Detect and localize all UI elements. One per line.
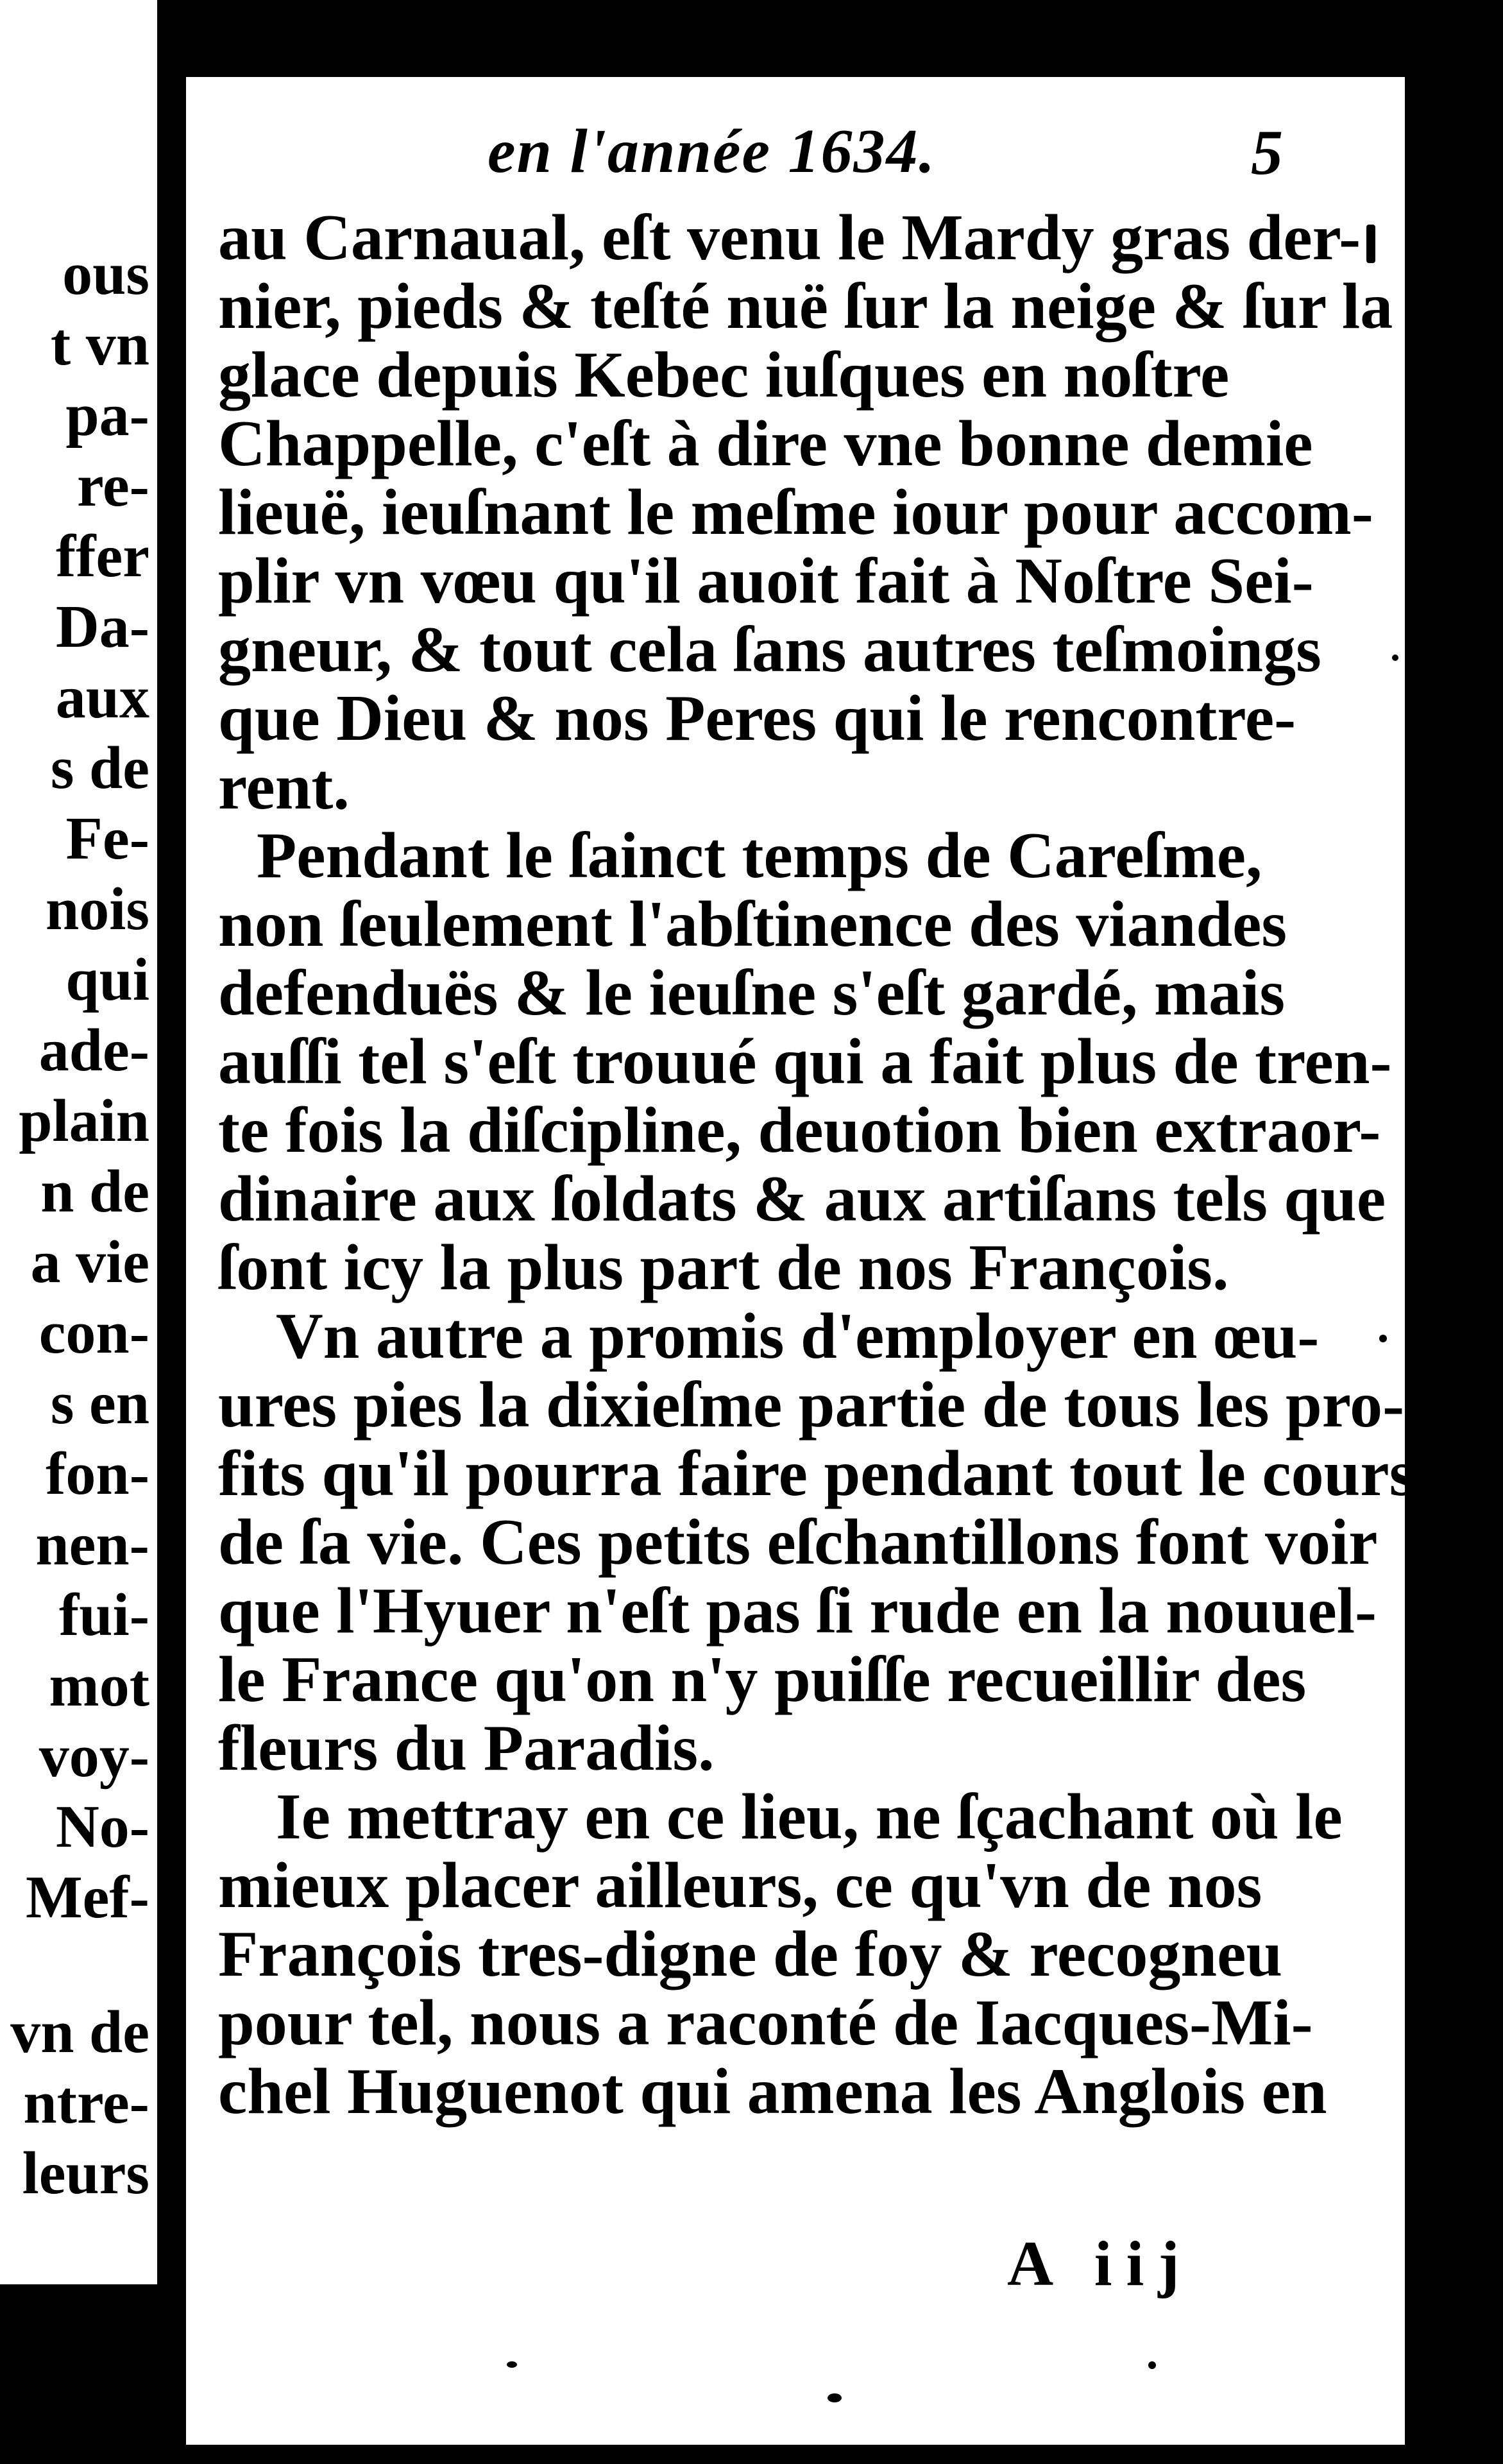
previous-page-fragment: qui [65,946,149,1013]
previous-page-fragment: con- [38,1299,149,1366]
text-line: Chappelle, c'eſt à dire vne bonne demie [218,407,1313,480]
current-page [186,77,1415,2445]
previous-page-fragment: leurs [22,2140,149,2207]
text-line: fits qu'il pourra faire pendant tout le cours [218,1437,1415,1510]
text-line: que Dieu & nos Peres qui le rencontre- [218,682,1296,755]
previous-page-fragment: vn de [10,1999,149,2066]
text-line: auſſi tel s'eſt trouué qui a fait plus de tren- [218,1025,1392,1098]
previous-page-fragment: Da- [55,594,149,660]
ink-speck [1366,225,1375,263]
previous-page-fragment: ntre- [23,2069,149,2136]
previous-page-fragment: plain [19,1088,149,1154]
previous-page-fragment: nois [46,876,149,943]
previous-page-fragment: a vie [30,1229,149,1296]
text-line: chel Huguenot qui amena les Anglois en [218,2055,1327,2128]
ink-speck [828,2393,842,2402]
text-line: rent. [218,751,350,823]
text-line: dinaire aux ſoldats & aux artiſans tels que [218,1163,1386,1235]
text-line: Ie mettray en ce lieu, ne ſçachant où le [276,1781,1343,1853]
previous-page-strip [0,0,157,2284]
previous-page-fragment: Mef- [25,1864,149,1931]
page-number: 5 [1251,117,1283,188]
text-line: ures pies la dixieſme partie de tous les pro- [218,1369,1405,1441]
text-line: au Carnaual, eſt venu le Mardy gras der- [218,201,1361,274]
text-line: lieuë, ieuſnant le meſme iour pour accom- [218,476,1373,549]
previous-page-fragment: re- [76,452,149,519]
text-line: glace depuis Kebec iuſques en noſtre [218,339,1230,411]
previous-page-fragment: s en [50,1370,149,1437]
text-line: fleurs du Paradis. [218,1712,715,1784]
previous-page-fragment: ade- [38,1017,149,1084]
signature-mark: A iij [1007,2228,1194,2299]
text-line: nier, pieds & teſté nuë ſur la neige & ſur la [218,270,1393,343]
previous-page-fragment: No- [55,1793,149,1860]
text-line: plir vn vœu qu'il auoit fait à Noſtre Sei- [218,545,1314,617]
text-line: defenduës & le ieuſne s'eſt gardé, mais [218,957,1286,1029]
text-line: le France qu'on n'y puiſſe recueillir des [218,1643,1307,1716]
text-line: Pendant le ſainct temps de Careſme, [257,819,1262,892]
text-line: ſont icy la plus part de nos François. [218,1231,1229,1304]
previous-page-fragment: fon- [46,1441,149,1507]
previous-page-fragment: ous [62,241,149,307]
previous-page-fragment: aux [55,664,149,731]
running-head: en l'année 1634. [488,117,936,186]
ink-speck [507,2361,517,2368]
previous-page-fragment: s de [50,735,149,801]
text-line: te fois la diſcipline, deuotion bien extraor- [218,1094,1381,1167]
text-line: François tres-digne de foy & recogneu [218,1918,1283,1990]
text-line: pour tel, nous a raconté de Iacques-Mi- [218,1987,1313,2059]
previous-page-fragment: pa- [65,382,149,449]
text-line: que l'Hyuer n'eſt pas ſi rude en la nouuel- [218,1575,1377,1647]
text-line: gneur, & tout cela ſans autres teſmoings [218,613,1321,686]
previous-page-fragment: voy- [38,1723,149,1790]
text-line: mieux placer ailleurs, ce qu'vn de nos [218,1849,1262,1922]
text-line: Vn autre a promis d'employer en œu- [276,1300,1320,1373]
previous-page-fragment: nen- [35,1511,149,1578]
previous-page-fragment: mot [49,1652,149,1719]
previous-page-fragment: n de [40,1158,149,1225]
previous-page-fragment: ffer [55,523,149,590]
ink-speck [1379,1335,1387,1342]
previous-page-fragment: t vn [50,311,149,378]
previous-page-fragment: fui- [59,1582,149,1648]
previous-page-fragment: Fe- [65,805,149,872]
ink-speck [1392,654,1398,661]
ink-speck [1148,2361,1156,2369]
text-line: non ſeulement l'abſtinence des viandes [218,888,1287,961]
text-line: de ſa vie. Ces petits eſchantillons font voir [218,1506,1378,1579]
